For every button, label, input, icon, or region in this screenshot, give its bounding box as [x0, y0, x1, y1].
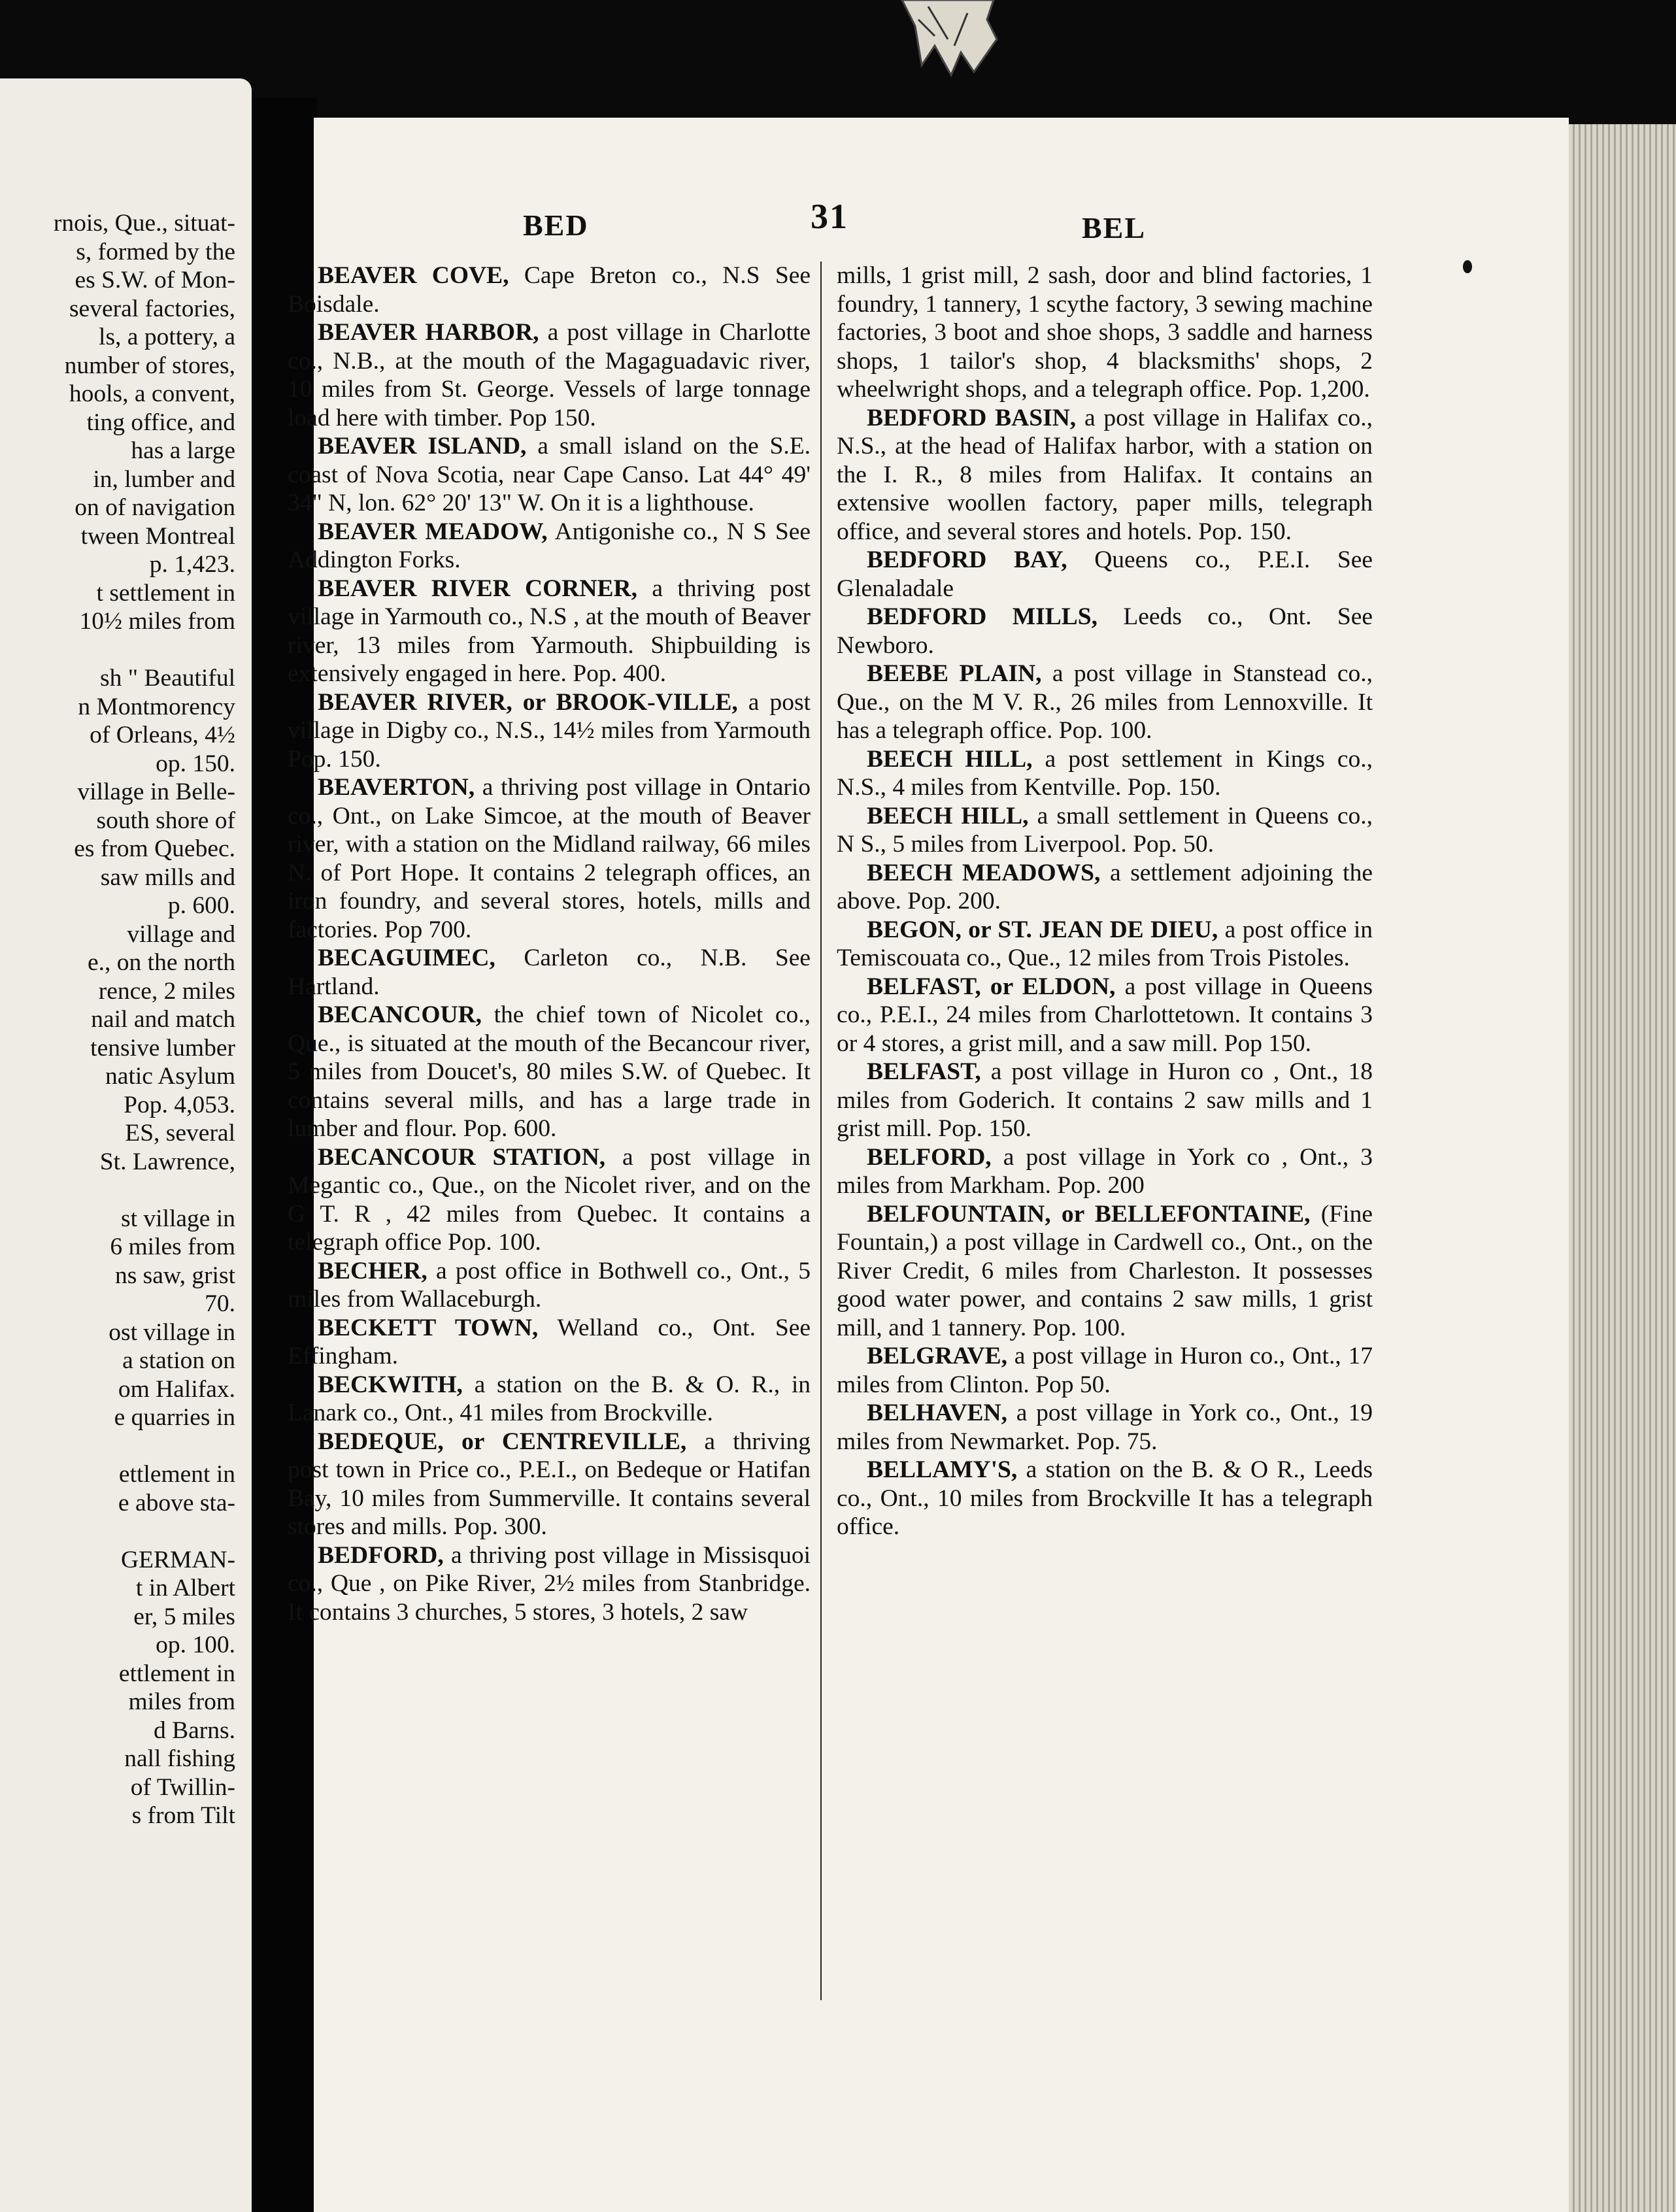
entry-place-name: BECHER,: [318, 1257, 427, 1284]
gazetteer-entry: [837, 973, 1373, 1058]
entries-column-2: [837, 261, 1373, 1541]
entry-place-name: BEAVER MEADOW,: [318, 518, 548, 545]
previous-page-line: miles from: [128, 1688, 235, 1715]
gazetteer-entry: [288, 518, 811, 575]
entry-description: a post village in Megantic co., Que., on the Nicolet river, and on the G T. R , 42 miles from Quebec. It contains a telegraph office Pop. 100.: [288, 1143, 811, 1256]
previous-page-line: 70.: [205, 1290, 235, 1317]
gazetteer-entry: [837, 1200, 1373, 1343]
gazetteer-entry: [837, 603, 1373, 660]
previous-page-line: p. 1,423.: [149, 551, 235, 578]
previous-page-line: natic Asylum: [105, 1063, 235, 1090]
entry-place-name: BELGRAVE,: [867, 1343, 1008, 1369]
entry-place-name: BEAVER HARBOR,: [318, 319, 539, 346]
entry-place-name: BECKWITH,: [318, 1371, 463, 1398]
entry-place-name: BEDFORD BAY,: [867, 546, 1067, 573]
previous-page-line: es S.W. of Mon-: [75, 267, 235, 293]
column-divider: [820, 261, 822, 2000]
gazetteer-entry: [288, 1143, 811, 1257]
gazetteer-entry: [288, 575, 811, 688]
entry-description: a post village in York co., Ont., 19 miles from Newmarket. Pop. 75.: [837, 1399, 1373, 1455]
gazetteer-entry: [288, 1428, 811, 1541]
previous-page-line: [0, 1432, 235, 1461]
previous-page-line: GERMAN-: [121, 1546, 235, 1573]
gazetteer-entry: [837, 660, 1373, 745]
entry-place-name: BEGON, or ST. JEAN DE DIEU,: [867, 916, 1218, 943]
entry-description: the chief town of Nicolet co., Que., is situated at the mouth of the Becancour river, 5 miles from Doucet's, 80 miles S.W. of Quebec. It contains several mills, and has a large trade in lumber and flour. Pop. 600.: [288, 1001, 811, 1142]
previous-page-line: s, formed by the: [76, 238, 235, 265]
previous-page-line: d Barns.: [154, 1717, 235, 1744]
entry-description: a thriving post village in Ontario co., Ont., on Lake Simcoe, at the mouth of Beaver river, with a station on the Midland railway, 66 miles N. of Port Hope. It contains 2 telegraph offices, an iron foundry, and several stores, hotels, mills and factories. Pop 700.: [288, 774, 811, 943]
previous-page-line: several factories,: [69, 295, 235, 322]
previous-page-line: [0, 636, 235, 665]
previous-page-line: Pop. 4,053.: [124, 1091, 235, 1118]
entry-description: a thriving post town in Price co., P.E.I., on Bedeque or Hatifan Bay, 10 miles from Summerville. It contains several stores and mills. Pop. 300.: [288, 1428, 811, 1540]
previous-page-line: [0, 1176, 235, 1205]
gazetteer-entry: [837, 1143, 1373, 1200]
previous-page-line: e quarries in: [114, 1404, 235, 1431]
entry-place-name: BELLAMY'S,: [867, 1456, 1018, 1483]
gazetteer-entry: [837, 802, 1373, 859]
previous-page-line: [0, 1517, 235, 1546]
previous-page-line: of Orleans, 4½: [90, 722, 235, 748]
previous-page-line: st village in: [121, 1205, 235, 1232]
previous-page-line: saw mills and: [100, 863, 235, 891]
previous-page-line: p. 600.: [167, 892, 235, 919]
page-number: 31: [811, 197, 848, 236]
entry-place-name: BEDFORD BASIN,: [867, 404, 1077, 431]
previous-page-line: ting office, and: [86, 409, 235, 436]
entry-place-name: BEECH HILL,: [867, 745, 1033, 773]
entry-description: a station on the B. & O. R., in Lanark co., Ont., 41 miles from Brockville.: [288, 1371, 811, 1426]
entry-description: a post village in Queens co., P.E.I., 24 miles from Charlottetown. It contains 3 or 4 stores, a grist mill, and a saw mill. Pop 150.: [837, 973, 1373, 1057]
entry-description: Carleton co., N.B. See Hartland.: [288, 945, 811, 1000]
page-edges: [1569, 124, 1676, 2212]
gazetteer-entry: [288, 1314, 811, 1371]
entry-place-name: BELFAST,: [867, 1058, 981, 1085]
entry-description: a thriving post village in Yarmouth co., N.S , at the mouth of Beaver river, 13 miles from Yarmouth. Shipbuilding is extensively engaged in here. Pop. 400.: [288, 575, 811, 687]
previous-page-line: nail and match: [91, 1006, 235, 1033]
previous-page-line: t settlement in: [96, 579, 235, 607]
entries-column-1: [288, 261, 811, 1626]
previous-page-line: rnois, Que., situat-: [53, 210, 235, 237]
previous-page-line: village in Belle-: [77, 779, 235, 805]
previous-page-line: village and: [127, 920, 235, 948]
entry-description: a small island on the S.E. coast of Nova Scotia, near Cape Canso. Lat 44° 49' 34" N, lon. 62° 20' 13" W. On it is a lighthouse.: [288, 433, 811, 516]
gazetteer-entry: [288, 1257, 811, 1314]
entry-place-name: BECKETT TOWN,: [318, 1314, 539, 1341]
previous-page-line: tween Montreal: [80, 522, 235, 550]
entry-place-name: BELFOUNTAIN, or BELLEFONTAINE,: [867, 1200, 1311, 1228]
previous-page-line: ls, a pottery, a: [99, 324, 235, 350]
previous-page-line: ns saw, grist: [114, 1262, 235, 1289]
ink-speck: [1463, 260, 1472, 273]
gazetteer-entry: [837, 546, 1373, 603]
previous-page-line: a station on: [122, 1347, 235, 1374]
entry-description: Welland co., Ont. See Effingham.: [288, 1314, 811, 1369]
previous-page-line: in, lumber and: [93, 465, 235, 493]
entry-description: Queens co., P.E.I. See Glenaladale: [837, 546, 1373, 602]
previous-page-line: hools, a convent,: [69, 380, 235, 407]
previous-page-line: 6 miles from: [110, 1233, 235, 1260]
previous-page-line: ost village in: [109, 1318, 235, 1346]
gazetteer-entry: [288, 688, 811, 774]
entry-description: a station on the B. & O R., Leeds co., Ont., 10 miles from Brockville It has a telegraph office.: [837, 1456, 1373, 1540]
entry-description: a post village in Charlotte co., N.B., at the mouth of the Magaguadavic river, 10 miles from St. George. Vessels of large tonnage load here with timber. Pop 150.: [288, 319, 811, 431]
running-head-left: BED: [523, 209, 589, 242]
running-head-right: BEL: [1082, 211, 1147, 244]
entry-description: a post settlement in Kings co., N.S., 4 miles from Kentville. Pop. 150.: [837, 745, 1373, 801]
entry-place-name: BEAVER COVE,: [318, 262, 509, 289]
gazetteer-entry: [288, 1541, 811, 1627]
gazetteer-entry: [837, 859, 1373, 916]
previous-page-line: op. 150.: [156, 750, 235, 777]
entry-place-name: BEDFORD,: [318, 1541, 444, 1569]
previous-page-line: s from Tilt: [131, 1802, 235, 1829]
entry-place-name: BECANCOUR STATION,: [318, 1143, 606, 1171]
torn-paper-fragment: [889, 0, 1007, 78]
previous-page-line: of Twillin-: [130, 1773, 235, 1801]
gazetteer-entry: [288, 318, 811, 432]
previous-page-line: om Halifax.: [118, 1375, 235, 1403]
previous-page-line: 10½ miles from: [79, 608, 235, 635]
entry-description: (Fine Fountain,) a post village in Cardwell co., Ont., on the River Credit, 6 miles from Charleston. It possesses good water power, and contains 2 saw mills, 1 grist mill, and 1 tannery. Pop. 100.: [837, 1200, 1373, 1341]
entry-description: Cape Breton co., N.S See Boisdale.: [288, 262, 811, 318]
gazetteer-entry: [837, 745, 1373, 802]
entry-place-name: BEAVERTON,: [318, 774, 475, 801]
entry-place-name: BEECH HILL,: [867, 802, 1029, 830]
previous-page-line: er, 5 miles: [133, 1603, 235, 1630]
entry-description: a post village in Stanstead co., Que., on the M V. R., 26 miles from Lennoxville. It has a telegraph office. Pop. 100.: [837, 660, 1373, 744]
previous-page-line: ES, several: [125, 1120, 235, 1147]
gazetteer-entry: [288, 773, 811, 944]
entry-description: a small settlement in Queens co., N S., 5 miles from Liverpool. Pop. 50.: [837, 802, 1373, 858]
gazetteer-entry: [288, 432, 811, 518]
previous-page-line: sh " Beautiful: [100, 665, 235, 692]
entry-place-name: BEDFORD MILLS,: [867, 603, 1098, 630]
gazetteer-entry: [837, 404, 1373, 546]
previous-page-text-column: [0, 209, 235, 1830]
previous-page-line: rence, 2 miles: [98, 977, 235, 1005]
previous-page-line: es from Quebec.: [74, 835, 235, 862]
previous-page-line: op. 100.: [156, 1632, 235, 1658]
previous-page-line: n Montmorency: [78, 693, 235, 720]
gazetteer-entry: [288, 944, 811, 1001]
entry-description: a post village in Huron co., Ont., 17 miles from Clinton. Pop 50.: [837, 1343, 1373, 1398]
entry-description: a post village in Halifax co., N.S., at the head of Halifax harbor, with a station on the I. R., 8 miles from Halifax. It contains an extensive woollen factory, paper mills, telegraph office, and several stores and hotels. Pop. 150.: [837, 404, 1373, 545]
gazetteer-entry: [837, 261, 1373, 404]
entry-description: Antigonishe co., N S See Addington Forks.: [288, 518, 811, 573]
gazetteer-entry: [288, 1371, 811, 1428]
entry-description: a post office in Bothwell co., Ont., 5 miles from Wallaceburgh.: [288, 1257, 811, 1313]
entry-description: a settlement adjoining the above. Pop. 200.: [837, 859, 1373, 914]
gazetteer-entry: [288, 261, 811, 318]
gazetteer-entry: [837, 1399, 1373, 1456]
previous-page-line: e above sta-: [118, 1489, 235, 1517]
previous-page-line: nall fishing: [124, 1745, 235, 1772]
previous-page-line: St. Lawrence,: [99, 1148, 235, 1175]
entry-description: mills, 1 grist mill, 2 sash, door and blind factories, 1 foundry, 1 tannery, 1 scythe factory, 3 sewing machine factories, 3 boot and shoe shops, 3 saddle and harness shops, 1 tailor's shop, 4 blacksmiths' shops, 2 wheelwright shops, and a telegraph office. Pop. 1,200.: [837, 262, 1373, 403]
entry-description: Leeds co., Ont. See Newboro.: [837, 603, 1373, 659]
previous-page-line: number of stores,: [64, 352, 235, 379]
entry-description: a post village in York co , Ont., 3 miles from Markham. Pop. 200: [837, 1143, 1373, 1199]
previous-page: [0, 78, 252, 2212]
entry-description: a post office in Temiscouata co., Que., 12 miles from Trois Pistoles.: [837, 916, 1373, 971]
entry-place-name: BELHAVEN,: [867, 1399, 1008, 1426]
entry-place-name: BELFAST, or ELDON,: [867, 973, 1116, 1000]
entry-place-name: BEEBE PLAIN,: [867, 660, 1042, 687]
gazetteer-entry: [837, 1058, 1373, 1143]
entry-description: a post village in Huron co , Ont., 18 miles from Goderich. It contains 2 saw mills and 1 grist mill. Pop. 150.: [837, 1058, 1373, 1142]
gazetteer-entry: [288, 1001, 811, 1143]
entry-place-name: BECAGUIMEC,: [318, 945, 495, 971]
previous-page-line: e., on the north: [88, 949, 235, 976]
previous-page-line: ettlement in: [118, 1461, 235, 1488]
entry-place-name: BECANCOUR,: [318, 1001, 482, 1028]
gazetteer-entry: [837, 1342, 1373, 1399]
gazetteer-entry: [837, 916, 1373, 973]
entry-place-name: BEAVER RIVER, or BROOK-VILLE,: [318, 688, 738, 716]
previous-page-line: south shore of: [96, 807, 235, 834]
previous-page-line: t in Albert: [135, 1575, 235, 1601]
entry-place-name: BEECH MEADOWS,: [867, 859, 1101, 886]
entry-place-name: BEDEQUE, or CENTREVILLE,: [318, 1428, 687, 1455]
previous-page-line: ettlement in: [118, 1660, 235, 1687]
previous-page-line: has a large: [131, 437, 235, 464]
previous-page-line: tensive lumber: [90, 1034, 235, 1062]
previous-page-line: on of navigation: [75, 494, 235, 521]
entry-place-name: BEAVER RIVER CORNER,: [318, 575, 637, 602]
entry-description: a thriving post village in Missisquoi co., Que , on Pike River, 2½ miles from Stanbridge. It contains 3 churches, 5 stores, 3 hotels, 2 saw: [288, 1541, 811, 1626]
entry-description: a post village in Digby co., N.S., 14½ miles from Yarmouth Pop. 150.: [288, 688, 811, 773]
gazetteer-entry: [837, 1456, 1373, 1541]
entry-place-name: BEAVER ISLAND,: [318, 433, 527, 460]
entry-place-name: BELFORD,: [867, 1143, 992, 1171]
